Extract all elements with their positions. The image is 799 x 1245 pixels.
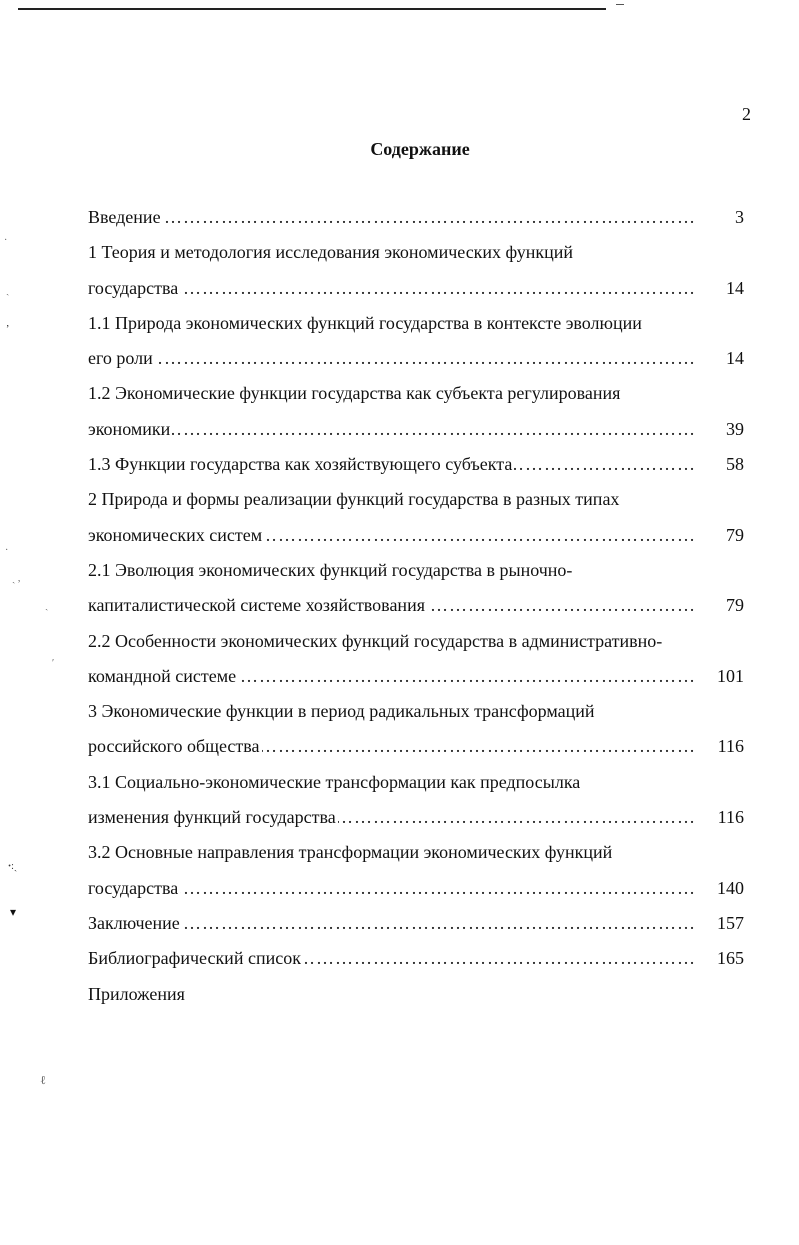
toc-line: [88, 306, 752, 341]
toc-line: [88, 765, 752, 800]
toc-entry-title: Приложения: [88, 983, 185, 1004]
toc-entry-title: 2.1 Эволюция экономических функций государства в рыночно-: [88, 559, 573, 580]
toc-line: [88, 271, 752, 306]
scan-artifact: ‚: [6, 318, 10, 329]
toc-line: [88, 482, 752, 517]
scan-artifact: ℓ: [40, 1073, 46, 1087]
toc-line: [88, 835, 752, 870]
toc-line: [88, 906, 752, 941]
toc-entry-row: [88, 800, 752, 835]
toc-page-number: 14: [726, 348, 744, 369]
toc-entry-title: экономических систем: [88, 524, 263, 545]
toc-line: [88, 871, 752, 906]
toc-entry-row: [88, 200, 752, 235]
toc-entry-title: 1.2 Экономические функции государства как субъекта регулирования: [88, 383, 621, 404]
toc-line: [88, 412, 752, 447]
toc-entry-title: российского общества: [88, 736, 260, 757]
scan-artifact: ˏ: [45, 600, 49, 611]
scan-artifact: ʹ: [52, 658, 55, 669]
toc-line: [88, 447, 752, 482]
toc-entry-row: [88, 412, 752, 447]
toc-line: [88, 588, 752, 623]
scan-artifact: ▾: [10, 905, 17, 919]
toc-entry-title: Заключение: [88, 912, 180, 933]
toc-page-number: 14: [726, 277, 744, 298]
toc-page-number: 140: [717, 877, 744, 898]
toc-entry-row: [88, 659, 752, 694]
toc-page-number: 116: [717, 736, 744, 757]
top-rule: [18, 8, 606, 10]
toc-entry-row: [88, 906, 752, 941]
toc-page-number: 165: [717, 948, 744, 969]
toc-entry-title: государства: [88, 877, 179, 898]
toc-page-number: 58: [726, 454, 744, 475]
toc-entry-row: [88, 729, 752, 764]
toc-page-number: 79: [726, 524, 744, 545]
toc-page-number: 157: [717, 912, 744, 933]
toc-entry-title: Введение: [88, 207, 161, 227]
scan-artifact: ˎ: [6, 285, 10, 296]
toc-entry-title: командной системе: [88, 665, 237, 686]
toc-line: [88, 553, 752, 588]
toc-entry-row: [88, 271, 752, 306]
toc-line: [88, 235, 752, 270]
toc-page-number: 39: [726, 418, 744, 439]
toc-entry-title: 2 Природа и формы реализации функций государства в разных типах: [88, 489, 620, 510]
table-of-contents: [88, 200, 752, 1012]
scan-artifact: ˏ ,: [12, 573, 21, 584]
toc-entry-title: 1 Теория и методология исследования экономических функций: [88, 242, 574, 263]
toc-entry-title: 3.1 Социально-экономические трансформации как предпосылка: [88, 771, 581, 792]
toc-page-number: 3: [735, 207, 744, 227]
toc-entry-row: [88, 341, 752, 376]
toc-line: [88, 800, 752, 835]
toc-line: [88, 518, 752, 553]
toc-line: [88, 341, 752, 376]
toc-page-number: 116: [717, 807, 744, 828]
toc-entry-title: 3.2 Основные направления трансформации экономических функций: [88, 842, 613, 863]
toc-entry-row: [88, 941, 752, 976]
top-rule-tick: [616, 4, 624, 5]
toc-line: [88, 694, 752, 729]
dot-leader: [88, 341, 694, 376]
scan-artifact: ꞏ:ˏ: [8, 861, 18, 872]
toc-line: [88, 941, 752, 976]
toc-page-number: 101: [717, 665, 744, 686]
toc-entry-title: 3 Экономические функции в период радикальных трансформаций: [88, 701, 595, 722]
toc-entry-row: [88, 447, 752, 482]
page-title: Содержание: [370, 139, 470, 159]
toc-line: [88, 729, 752, 764]
toc-entry-row: [88, 588, 752, 623]
toc-line: [88, 376, 752, 411]
toc-entry-title: 2.2 Особенности экономических функций государства в административно-: [88, 630, 663, 651]
page-number: 2: [742, 104, 751, 124]
toc-entry-row: [88, 871, 752, 906]
toc-line: [88, 200, 752, 235]
toc-entry-row: [88, 518, 752, 553]
scan-artifact: ·: [4, 235, 8, 246]
toc-line: [88, 624, 752, 659]
dot-leader: [88, 200, 694, 235]
toc-page-number: 79: [726, 595, 744, 616]
toc-entry-title: государства: [88, 277, 179, 298]
toc-entry-title: его роли: [88, 348, 153, 369]
toc-entry-title: 1.3 Функции государства как хозяйствующего субъекта: [88, 454, 513, 475]
scan-artifact: ·: [5, 545, 9, 556]
toc-entry-title: экономики: [88, 418, 171, 439]
toc-line: [88, 659, 752, 694]
toc-entry-title: 1.1 Природа экономических функций государства в контексте эволюции: [88, 312, 642, 333]
dot-leader: [88, 412, 694, 447]
toc-line: [88, 977, 752, 1012]
toc-entry-title: изменения функций государства: [88, 807, 336, 828]
toc-entry-title: капиталистической системе хозяйствования: [88, 595, 425, 616]
toc-entry-title: Библиографический список: [88, 948, 301, 969]
